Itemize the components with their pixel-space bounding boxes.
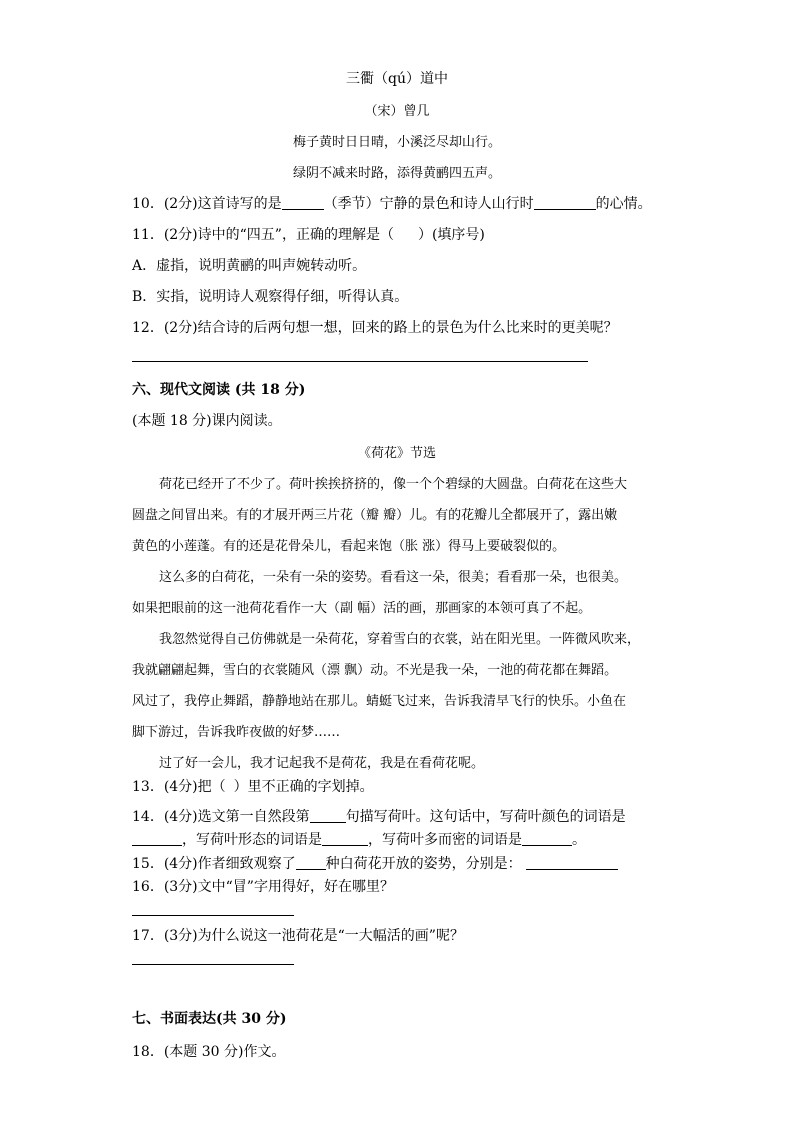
- poem-line-1: 梅子黄时日日晴，小溪泛尽却山行。: [292, 135, 501, 150]
- answer-blank-season[interactable]: [282, 195, 324, 210]
- question-13: [132, 776, 374, 796]
- question-11-option-a: A．虚指，说明黄鹂的叫声婉转动听。: [132, 258, 367, 274]
- question-11-text: 11．(2分)诗中的“四五”，正确的理解是（: [132, 227, 394, 243]
- question-14-text-d: ，写荷叶多而密的词语是: [368, 832, 522, 848]
- question-17: 17．(3分)为什么说这一池荷花是“一大幅活的画”呢？: [132, 928, 464, 944]
- question-14-text-b: 句描写荷叶。这句话中，写荷叶颜色的词语是: [345, 809, 626, 825]
- question-14-text-e: 。: [572, 832, 586, 848]
- answer-line-17[interactable]: [132, 964, 294, 965]
- passage-p3-line2: 我就翩翩起舞，雪白的衣裳随风（漂 飘）动。不光是我一朵，一池的荷花都在舞蹈。: [132, 663, 618, 678]
- question-14-line2: [132, 829, 586, 849]
- answer-blank-sentence-number[interactable]: [310, 808, 346, 823]
- question-15-text-b: 种白荷花开放的姿势，分别是：: [325, 856, 522, 872]
- question-16: 16．(3分)文中“冒”字用得好，好在哪里？: [132, 879, 394, 895]
- answer-line-16[interactable]: [132, 915, 294, 916]
- question-15: [132, 853, 618, 873]
- passage-p1-line1: 荷花已经开了不少了。荷叶挨挨挤挤的，像一个个碧绿的大圆盘。白荷花在这些大: [159, 477, 628, 492]
- question-11: [132, 224, 485, 244]
- question-15-text-a: 15．(4分)作者细致观察了: [132, 856, 296, 872]
- passage-p1-line2: 圆盘之间冒出来。有的才展开两三片花（瓣 瓣）儿。有的花瓣儿全都展开了，露出嫩: [132, 508, 618, 523]
- question-10-text-b: （季节）宁静的景色和诗人山行时: [323, 196, 534, 212]
- answer-line-12[interactable]: [132, 361, 588, 362]
- passage-p3-line3: 风过了，我停止舞蹈，静静地站在那儿。蜻蜓飞过来，告诉我清早飞行的快乐。小鱼在: [132, 694, 627, 709]
- section-6-intro: (本题 18 分)课内阅读。: [132, 413, 282, 429]
- question-14-text-c: ，写荷叶形态的词语是: [182, 832, 322, 848]
- question-18: 18．(本题 30 分)作文。: [132, 1044, 286, 1060]
- question-13-text-b: ）里不正确的字划掉。: [233, 779, 374, 795]
- question-14-text-a: 14．(4分)选文第一自然段第: [132, 809, 310, 825]
- question-11-option-b: B．实指，说明诗人观察得仔细，听得认真。: [132, 289, 409, 305]
- section-7-heading: 七、书面表达(共 30 分): [132, 1011, 287, 1027]
- question-11-end: ）(填序号): [417, 227, 485, 243]
- answer-blank-color-word[interactable]: [132, 831, 182, 846]
- answer-blank-count[interactable]: [296, 855, 326, 870]
- question-10: [132, 193, 652, 213]
- section-6-heading: 六、现代文阅读 (共 18 分): [132, 382, 306, 398]
- poem-author: （宋）曾几: [364, 104, 430, 119]
- question-10-text-a: 10．(2分)这首诗写的是: [132, 196, 282, 212]
- passage-p3-line4: 脚下游过，告诉我昨夜做的好梦……: [132, 725, 341, 740]
- passage-p4-line1: 过了好一会儿，我才记起我不是荷花，我是在看荷花呢。: [159, 756, 485, 771]
- poem-line-2: 绿阴不减来时路，添得黄鹂四五声。: [292, 166, 501, 181]
- question-10-text-c: 的心情。: [595, 196, 652, 212]
- question-13-text-a: 13．(4分)把（: [132, 779, 226, 795]
- passage-p2-line2: 如果把眼前的这一池荷花看作一大（副 幅）活的画，那画家的本领可真了不起。: [132, 601, 592, 616]
- passage-title: 《荷花》节选: [357, 446, 436, 461]
- answer-blank-mood[interactable]: [534, 195, 596, 210]
- answer-blank-postures[interactable]: [526, 855, 618, 870]
- passage-p3-line1: 我忽然觉得自己仿佛就是一朵荷花，穿着雪白的衣裳，站在阳光里。一阵微风吹来，: [159, 632, 641, 647]
- passage-p2-line1: 这么多的白荷花，一朵有一朵的姿势。看看这一朵，很美；看看那一朵，也很美。: [159, 570, 628, 585]
- poem-title: 三衢（qú）道中: [346, 71, 448, 87]
- passage-p1-line3: 黄色的小莲蓬。有的还是花骨朵儿，看起来饱（胀 涨）得马上要破裂似的。: [132, 539, 566, 554]
- answer-blank-dense-word[interactable]: [522, 831, 572, 846]
- question-14: [132, 806, 626, 826]
- answer-blank-shape-word[interactable]: [322, 831, 368, 846]
- question-12: 12．(2分)结合诗的后两句想一想，回来的路上的景色为什么比来时的更美呢？: [132, 320, 618, 336]
